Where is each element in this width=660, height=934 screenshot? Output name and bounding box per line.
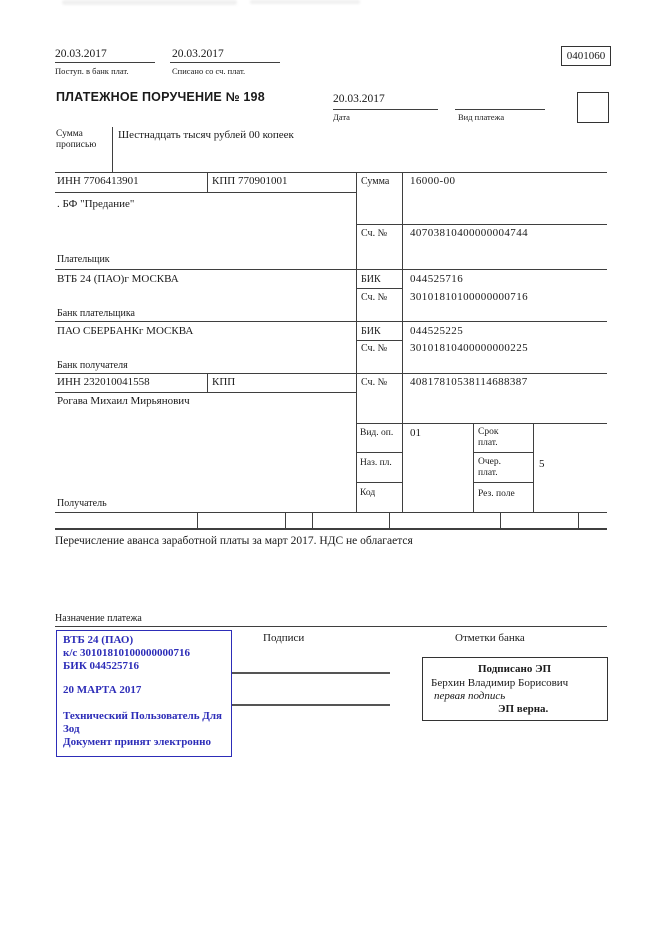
table-border <box>55 512 607 513</box>
esign-signer-name: Берхин Владимир Борисович <box>431 677 569 689</box>
payer-bank-section-label: Банк плательщика <box>57 308 135 319</box>
table-border <box>578 512 579 529</box>
table-border <box>473 482 533 483</box>
order-label: Очер. плат. <box>478 457 501 479</box>
form-code: 0401060 <box>566 50 606 62</box>
payee-bank-section-label: Банк получателя <box>57 360 128 371</box>
stamp-corr-account: к/с 30101810100000000716 <box>63 647 191 659</box>
status-square <box>577 92 609 123</box>
table-border <box>55 321 607 322</box>
payer-name: . БФ "Предание" <box>57 198 135 210</box>
signature-line <box>232 704 390 706</box>
table-border <box>197 512 198 529</box>
sum-value: 16000-00 <box>410 175 456 187</box>
table-border <box>55 269 607 270</box>
table-border <box>55 192 356 193</box>
payer-account-label: Сч. № <box>361 228 388 239</box>
payer-bank-name: ВТБ 24 (ПАО)г МОСКВА <box>57 273 179 285</box>
divider <box>112 127 113 172</box>
payer-bank-account-value: 30101810100000000716 <box>410 291 528 303</box>
payee-bank-bik-value: 044525225 <box>410 325 464 337</box>
table-border <box>55 373 607 374</box>
payer-inn: ИНН 7706413901 <box>57 175 139 187</box>
table-border <box>356 423 607 424</box>
document-title: ПЛАТЕЖНОЕ ПОРУЧЕНИЕ № 198 <box>56 90 265 104</box>
payment-type-label: Вид платежа <box>458 112 505 122</box>
amount-words-value: Шестнадцать тысяч рублей 00 копеек <box>118 129 294 141</box>
stamp-user: Технический Пользователь Для Зод <box>63 710 222 735</box>
payer-bank-bik-label: БИК <box>361 274 381 285</box>
payment-purpose-text: Перечисление аванса заработной платы за март 2017. НДС не облагается <box>55 535 413 547</box>
table-border <box>55 392 356 393</box>
payee-inn: ИНН 232010041558 <box>57 376 150 388</box>
divider <box>55 62 155 63</box>
payment-purpose-label: Назначение платежа <box>55 613 142 624</box>
divider <box>333 109 438 110</box>
payer-bank-bik-value: 044525716 <box>410 273 464 285</box>
debited-from-account-label: Списано со сч. плат. <box>172 66 246 76</box>
esignature-box <box>422 657 608 721</box>
divider <box>455 109 545 110</box>
divider <box>170 62 280 63</box>
table-border <box>356 224 607 225</box>
op-type-value: 01 <box>410 427 421 439</box>
table-border <box>312 512 313 529</box>
document-date: 20.03.2017 <box>333 93 385 105</box>
debited-from-account-date: 20.03.2017 <box>172 48 224 60</box>
bank-marks-label: Отметки банка <box>455 632 525 644</box>
table-border <box>356 452 402 453</box>
op-type-label: Вид. оп. <box>360 428 394 438</box>
form-code-box <box>561 46 611 66</box>
bank-stamp-box <box>56 630 232 757</box>
table-border <box>285 512 286 529</box>
payer-kpp: КПП 770901001 <box>212 175 288 187</box>
received-in-bank-date: 20.03.2017 <box>55 48 107 60</box>
table-border <box>389 512 390 529</box>
scan-artifact <box>250 0 360 4</box>
scan-artifact <box>62 0 237 5</box>
esign-verified: ЭП верна. <box>498 703 549 715</box>
table-border <box>356 340 402 341</box>
code-label: Код <box>360 488 376 498</box>
payee-bank-name: ПАО СБЕРБАНКг МОСКВА <box>57 325 194 337</box>
payee-bank-bik-label: БИК <box>361 326 381 337</box>
divider <box>55 626 607 627</box>
esign-signature-type: первая подпись <box>434 690 506 702</box>
stamp-bik: БИК 044525716 <box>63 660 140 672</box>
stamp-bank-name: ВТБ 24 (ПАО) <box>63 634 134 646</box>
sum-label: Сумма <box>361 176 390 187</box>
purpose-code-label: Наз. пл. <box>360 458 392 468</box>
table-border <box>533 423 534 513</box>
table-border <box>207 373 208 392</box>
table-border <box>473 452 533 453</box>
table-border <box>55 172 607 173</box>
stamp-status: Документ принят электронно <box>63 736 211 748</box>
payer-bank-account-label: Сч. № <box>361 292 388 303</box>
signature-line <box>232 672 390 674</box>
payer-account-value: 40703810400000004744 <box>410 227 528 239</box>
table-border <box>500 512 501 529</box>
payee-account-label: Сч. № <box>361 377 388 388</box>
amount-words-label: Сумма прописью <box>56 129 97 151</box>
payee-kpp-label: КПП <box>212 376 236 388</box>
reserve-field-label: Рез. поле <box>478 489 515 499</box>
table-border <box>473 423 474 513</box>
stamp-date: 20 МАРТА 2017 <box>63 684 142 696</box>
date-label: Дата <box>333 112 350 122</box>
table-border <box>55 528 607 530</box>
payee-name: Рогава Михаил Мирьянович <box>57 395 190 407</box>
signatures-label: Подписи <box>263 632 305 644</box>
table-border <box>356 172 357 513</box>
payee-bank-account-label: Сч. № <box>361 343 388 354</box>
table-border <box>207 172 208 192</box>
payer-section-label: Плательщик <box>57 254 110 265</box>
order-value: 5 <box>539 458 545 470</box>
payee-section-label: Получатель <box>57 498 107 509</box>
payee-bank-account-value: 30101810400000000225 <box>410 342 528 354</box>
table-border <box>356 482 402 483</box>
table-border <box>402 172 403 513</box>
table-border <box>356 288 402 289</box>
term-label: Срок плат. <box>478 427 499 449</box>
payee-account-value: 40817810538114688387 <box>410 376 528 388</box>
received-in-bank-label: Поступ. в банк плат. <box>55 66 129 76</box>
esign-title: Подписано ЭП <box>478 663 552 675</box>
